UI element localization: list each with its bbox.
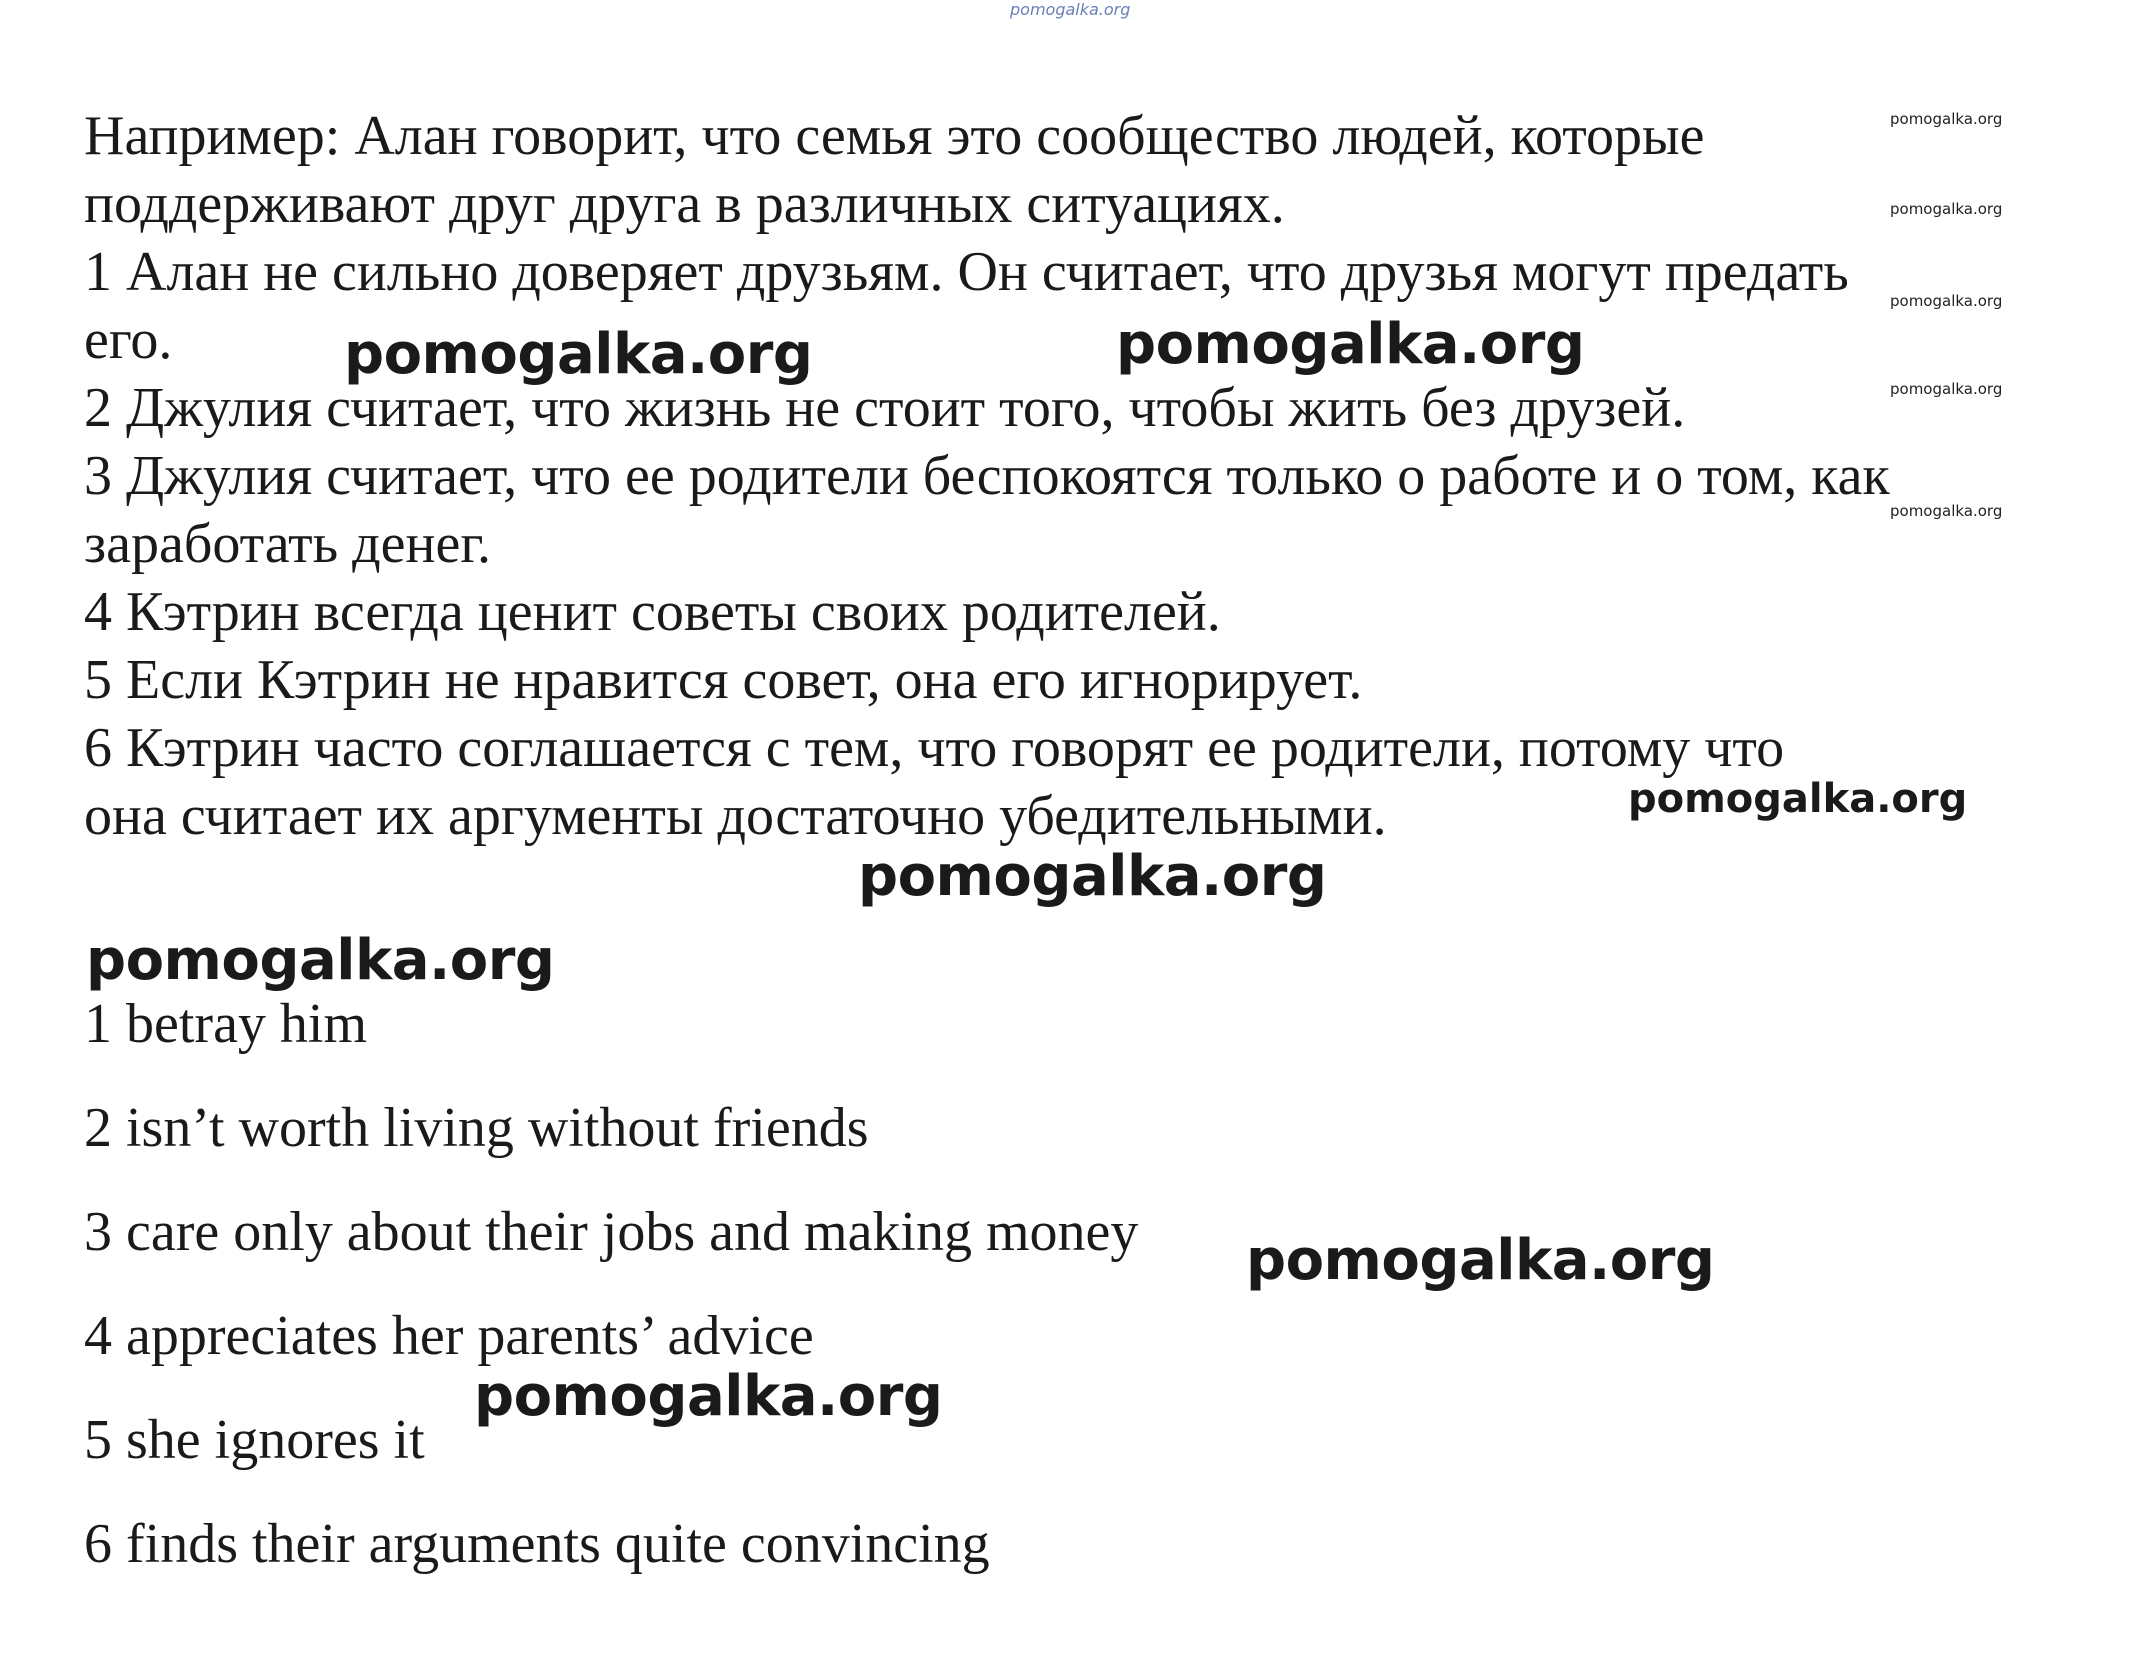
ru-line: 6 Кэтрин часто соглашается с тем, что говорят ее родители, потому что xyxy=(84,717,1785,779)
ru-line: поддерживают друг друга в различных ситуациях. xyxy=(84,173,1285,235)
answer-item: 1 betray him xyxy=(84,993,368,1055)
russian-translation-block xyxy=(84,102,2024,850)
ru-line: Например: Алан говорит, что семья это сообщество людей, которые xyxy=(84,105,1705,167)
watermark-small: pomogalka.org xyxy=(1890,502,2003,520)
watermark-small: pomogalka.org xyxy=(1890,200,2003,218)
ru-line: его. xyxy=(84,309,173,371)
watermark-large: pomogalka.org xyxy=(1246,1228,1715,1293)
top-source-mark: pomogalka.org xyxy=(1010,0,1131,19)
ru-line: 3 Джулия считает, что ее родители беспокоятся только о работе и о том, как xyxy=(84,445,1890,507)
watermark-large: pomogalka.org xyxy=(344,322,813,387)
watermark-small: pomogalka.org xyxy=(1890,292,2003,310)
watermark-small: pomogalka.org xyxy=(1890,380,2003,398)
ru-line: 2 Джулия считает, что жизнь не стоит того, чтобы жить без друзей. xyxy=(84,377,1686,439)
ru-line: 4 Кэтрин всегда ценит советы своих родителей. xyxy=(84,581,1221,643)
english-answers-block xyxy=(84,990,1138,1614)
watermark-large: pomogalka.org xyxy=(1116,312,1585,377)
answer-item: 5 she ignores it xyxy=(84,1409,425,1471)
ru-line: 5 Если Кэтрин не нравится совет, она его игнорирует. xyxy=(84,649,1363,711)
watermark-large: pomogalka.org xyxy=(1628,776,1968,822)
ru-line: она считает их аргументы достаточно убедительными. xyxy=(84,785,1387,847)
answer-item: 4 appreciates her parents’ advice xyxy=(84,1305,814,1367)
watermark-large: pomogalka.org xyxy=(858,844,1327,909)
watermark-large: pomogalka.org xyxy=(86,928,555,993)
answer-item: 3 care only about their jobs and making money xyxy=(84,1201,1139,1263)
watermark-small: pomogalka.org xyxy=(1890,110,2003,128)
ru-line: 1 Алан не сильно доверяет друзьям. Он считает, что друзья могут предать xyxy=(84,241,1849,303)
ru-line: заработать денег. xyxy=(84,513,491,575)
watermark-large: pomogalka.org xyxy=(474,1364,943,1429)
answer-item: 6 finds their arguments quite convincing xyxy=(84,1513,990,1575)
answer-item: 2 isn’t worth living without friends xyxy=(84,1097,869,1159)
